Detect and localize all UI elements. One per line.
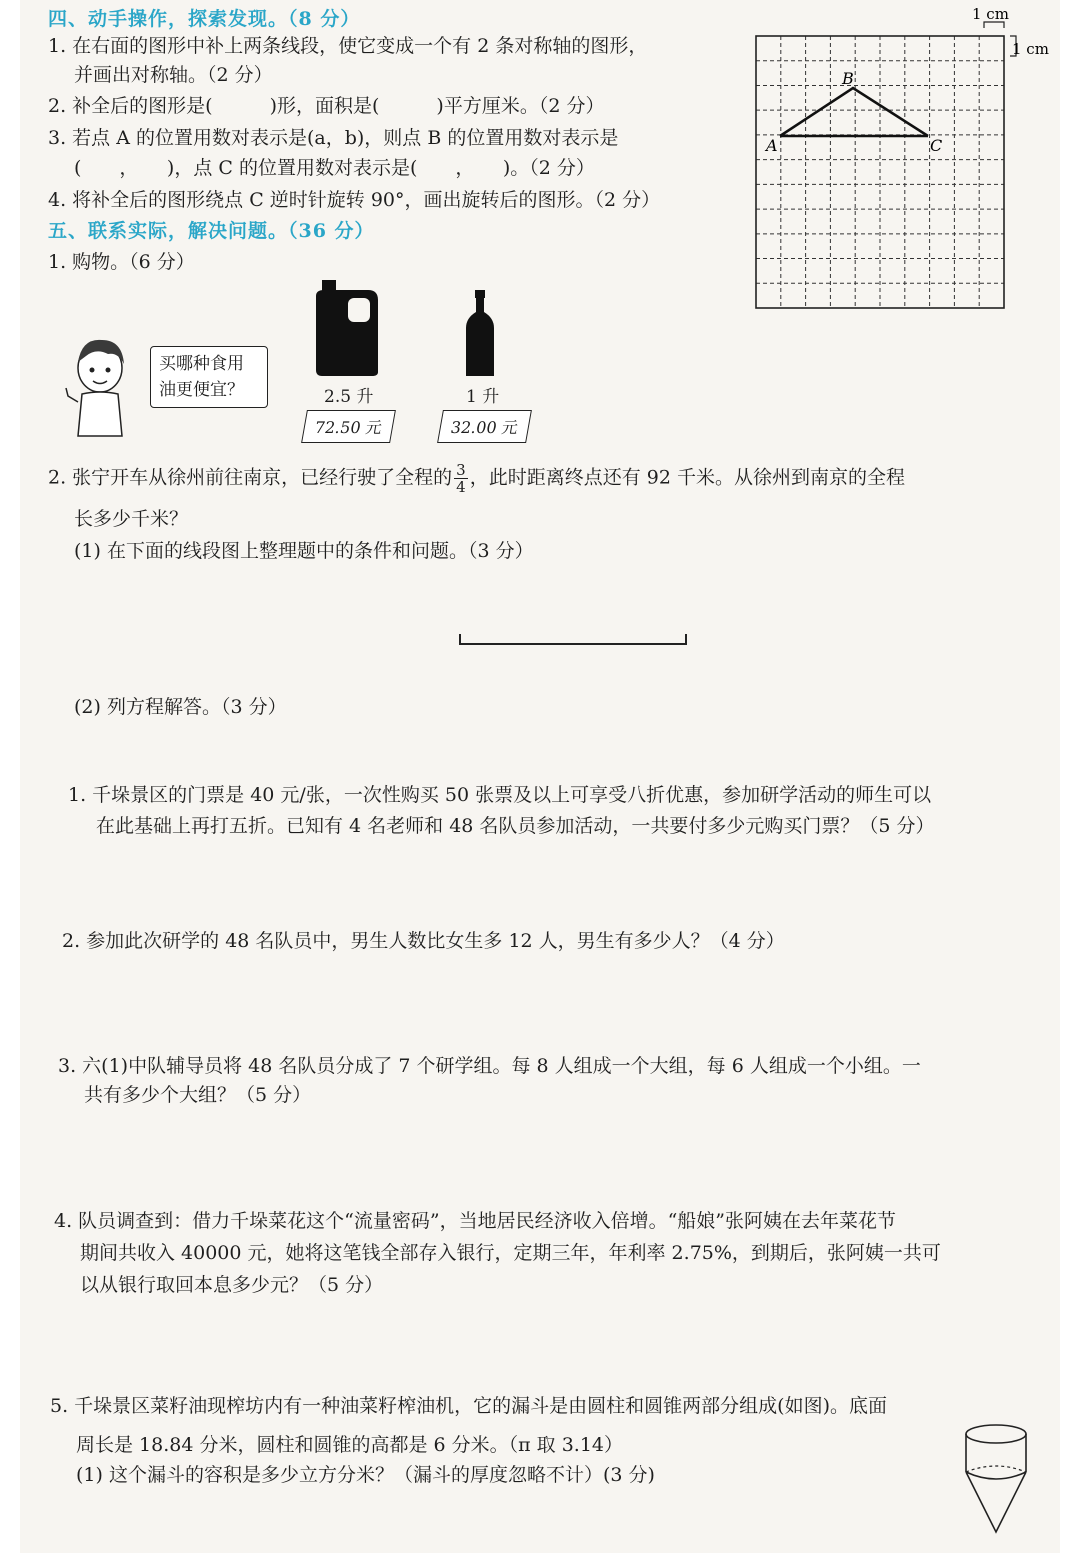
s4-q1-line1: 1. 在右面的图形中补上两条线段，使它变成一个有 2 条对称轴的图形， <box>48 35 648 57</box>
p2-q4-line1: 4. 队员调查到：借力千垛菜花这个“流量密码”，当地居民经济收入倍增。“船娘”张阿姨在去年菜花节 <box>54 1210 897 1232</box>
section4-title: 四、动手操作，探索发现。（8 分） <box>48 8 361 30</box>
s4-q3-line2: ( ， )，点 C 的位置用数对表示是( ， )。（2 分） <box>74 157 595 179</box>
s4-q1-line2: 并画出对称轴。（2 分） <box>74 64 273 86</box>
unit-label-right: 1 cm <box>1012 40 1049 58</box>
p2-q3-line1: 3. 六(1)中队辅导员将 48 名队员分成了 7 个研学组。每 8 人组成一个大组，每 6 人组成一个小组。一 <box>58 1055 921 1077</box>
s5-q2-part1: (1) 在下面的线段图上整理题中的条件和问题。（3 分） <box>74 540 534 562</box>
p2-q5-part1: (1) 这个漏斗的容积是多少立方分米？（漏斗的厚度忽略不计）(3 分) <box>76 1464 655 1486</box>
fraction-three-quarters: $\frac{3}{4}$ <box>456 461 466 496</box>
point-b-label: B <box>842 69 854 88</box>
boy-illustration <box>60 330 140 440</box>
s5-q1: 1. 购物。（6 分） <box>48 251 195 273</box>
s4-q2: 2. 补全后的图形是( )形，面积是( )平方厘米。（2 分） <box>48 95 605 117</box>
p2-q2: 2. 参加此次研学的 48 名队员中，男生人数比女生多 12 人，男生有多少人？（4 分） <box>62 930 785 952</box>
p2-q1-line2: 在此基础上再打五折。已知有 4 名老师和 48 名队员参加活动，一共要付多少元购买门票？（5 分） <box>96 815 935 837</box>
s4-q4: 4. 将补全后的图形绕点 C 逆时针旋转 90°，画出旋转后的图形。（2 分） <box>48 189 661 211</box>
p2-q4-line2: 期间共收入 40000 元，她将这笔钱全部存入银行，定期三年，年利率 2.75%，到期后，张阿姨一共可 <box>80 1242 941 1264</box>
small-oil-bottle-icon <box>460 288 500 378</box>
p2-q1-line1: 1. 千垛景区的门票是 40 元/张，一次性购买 50 张票及以上可享受八折优惠，参加研学活动的师生可以 <box>68 784 932 806</box>
speech-bubble: 买哪种食用油更便宜？ <box>150 346 268 408</box>
s5-q2-line2: 长多少千米？ <box>74 508 189 530</box>
unit-label-top: 1 cm <box>972 6 1009 23</box>
p2-q4-line3: 以从银行取回本息多少元？（5 分） <box>80 1274 384 1296</box>
s5-q2-part2: (2) 列方程解答。（3 分） <box>74 696 287 718</box>
grid-figure <box>732 6 1052 316</box>
point-a-label: A <box>766 136 778 155</box>
p2-q5-line1: 5. 千垛景区菜籽油现榨坊内有一种油菜籽榨油机，它的漏斗是由圆柱和圆锥两部分组成(如图)。底面 <box>50 1395 887 1417</box>
item2-price-tag: 32.00 元 <box>437 410 532 443</box>
point-c-label: C <box>930 136 943 155</box>
segment-line-diagram <box>458 630 690 650</box>
item1-volume: 2.5 升 <box>324 387 374 407</box>
item1-price-tag: 72.50 元 <box>301 410 396 443</box>
s5-q2-line1: 2. 张宁开车从徐州前往南京，已经行驶了全程的 $\frac{3}{4}$ ，此时距离终点还有 92 千米。从徐州到南京的全程 <box>48 461 905 496</box>
worksheet-page <box>20 0 1060 1553</box>
p2-q3-line2: 共有多少个大组？（5 分） <box>84 1084 312 1106</box>
item2-volume: 1 升 <box>466 387 500 407</box>
p2-q5-line2: 周长是 18.84 分米，圆柱和圆锥的高都是 6 分米。（π 取 3.14） <box>76 1434 624 1456</box>
large-oil-jug-icon <box>308 278 388 378</box>
s4-q3-line1: 3. 若点 A 的位置用数对表示是(a，b)，则点 B 的位置用数对表示是 <box>48 127 619 149</box>
grid-lines <box>756 36 1004 308</box>
funnel-illustration <box>958 1420 1038 1538</box>
triangle-sides <box>780 88 928 136</box>
section5-title: 五、联系实际，解决问题。（36 分） <box>48 220 375 242</box>
